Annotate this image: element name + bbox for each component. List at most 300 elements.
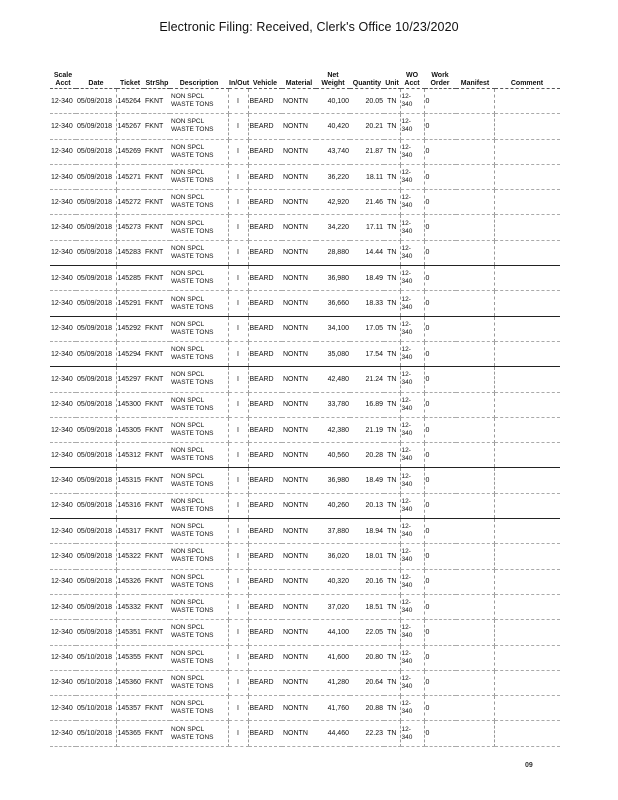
cell-manifest: [456, 215, 494, 240]
desc-line-1: NON SPCL: [171, 219, 205, 227]
cell-qty: 17.05: [350, 316, 384, 341]
column-header: Net Weight: [316, 70, 350, 89]
cell-material: NONTN: [282, 114, 316, 139]
cell-unit: TN: [384, 164, 400, 189]
cell-desc: [170, 594, 228, 619]
cell-material: NONTN: [282, 341, 316, 366]
cell-net: 42,920: [316, 190, 350, 215]
desc-line-2: WASTE TONS: [171, 733, 214, 741]
desc-line-2: WASTE TONS: [171, 505, 214, 513]
cell-strshp: FKNT: [144, 114, 170, 139]
cell-strshp: FKNT: [144, 645, 170, 670]
cell-ticket: 145316: [116, 493, 144, 518]
cell-material: NONTN: [282, 215, 316, 240]
cell-date: 05/09/2018: [76, 139, 116, 164]
desc-line-2: WASTE TONS: [171, 252, 214, 260]
table-row: [50, 215, 560, 240]
cell-work-order: 0: [424, 266, 456, 291]
cell-inout: I: [228, 696, 248, 721]
cell-date: 05/09/2018: [76, 594, 116, 619]
cell-desc: [170, 139, 228, 164]
cell-ticket: 145272: [116, 190, 144, 215]
cell-work-order: 0: [424, 594, 456, 619]
cell-ticket: 145291: [116, 291, 144, 316]
cell-net: 37,020: [316, 594, 350, 619]
cell-wo: [400, 240, 424, 265]
cell-unit: TN: [384, 443, 400, 468]
cell-strshp: FKNT: [144, 443, 170, 468]
cell-unit: TN: [384, 341, 400, 366]
cell-qty: 20.28: [350, 443, 384, 468]
cell-ticket: 145332: [116, 594, 144, 619]
cell-net: 36,220: [316, 164, 350, 189]
page-number: 09: [525, 762, 533, 769]
cell-material: NONTN: [282, 266, 316, 291]
cell-date: 05/09/2018: [76, 341, 116, 366]
desc-line-2: WASTE TONS: [171, 404, 214, 412]
cell-work-order: 0: [424, 645, 456, 670]
cell-acct: 12-340: [50, 468, 76, 493]
cell-ticket: 145322: [116, 544, 144, 569]
cell-net: 36,980: [316, 468, 350, 493]
cell-comment: [494, 316, 560, 341]
cell-unit: TN: [384, 645, 400, 670]
cell-unit: TN: [384, 240, 400, 265]
cell-work-order: 0: [424, 620, 456, 645]
cell-inout: I: [228, 670, 248, 695]
cell-manifest: [456, 240, 494, 265]
cell-net: 33,780: [316, 392, 350, 417]
cell-desc: [170, 89, 228, 114]
cell-strshp: FKNT: [144, 670, 170, 695]
cell-work-order: 0: [424, 291, 456, 316]
cell-strshp: FKNT: [144, 696, 170, 721]
desc-line-1: NON SPCL: [171, 472, 205, 480]
wo-line-2: 340: [401, 303, 413, 311]
cell-date: 05/10/2018: [76, 721, 116, 746]
cell-manifest: [456, 139, 494, 164]
cell-qty: 18.01: [350, 544, 384, 569]
cell-inout: I: [228, 519, 248, 544]
cell-ticket: 145355: [116, 645, 144, 670]
wo-line-2: 340: [401, 556, 413, 564]
cell-unit: TN: [384, 544, 400, 569]
cell-inout: I: [228, 114, 248, 139]
desc-line-2: WASTE TONS: [171, 556, 214, 564]
cell-wo: [400, 341, 424, 366]
cell-ticket: 145351: [116, 620, 144, 645]
cell-desc: [170, 645, 228, 670]
desc-line-2: WASTE TONS: [171, 202, 214, 210]
cell-manifest: [456, 417, 494, 442]
cell-wo: [400, 670, 424, 695]
cell-inout: I: [228, 620, 248, 645]
cell-unit: TN: [384, 696, 400, 721]
cell-net: 43,740: [316, 139, 350, 164]
cell-acct: 12-340: [50, 544, 76, 569]
cell-net: 42,380: [316, 417, 350, 442]
cell-qty: 22.23: [350, 721, 384, 746]
table-row: [50, 291, 560, 316]
wo-line-1: 12-: [401, 599, 411, 607]
cell-vehicle: BEARD: [248, 670, 282, 695]
cell-material: NONTN: [282, 721, 316, 746]
cell-desc: [170, 240, 228, 265]
cell-wo: [400, 721, 424, 746]
desc-line-2: WASTE TONS: [171, 708, 214, 716]
cell-qty: 20.21: [350, 114, 384, 139]
cell-wo: [400, 367, 424, 392]
cell-net: 36,660: [316, 291, 350, 316]
cell-strshp: FKNT: [144, 291, 170, 316]
cell-ticket: 145300: [116, 392, 144, 417]
cell-ticket: 145360: [116, 670, 144, 695]
cell-ticket: 145315: [116, 468, 144, 493]
cell-wo: [400, 215, 424, 240]
cell-qty: 20.80: [350, 645, 384, 670]
column-header: Manifest: [456, 70, 494, 89]
cell-work-order: 0: [424, 367, 456, 392]
cell-vehicle: BEARD: [248, 696, 282, 721]
cell-date: 05/09/2018: [76, 544, 116, 569]
wo-line-2: 340: [401, 733, 413, 741]
wo-line-1: 12-: [401, 219, 411, 227]
cell-material: NONTN: [282, 392, 316, 417]
cell-material: NONTN: [282, 544, 316, 569]
cell-date: 05/09/2018: [76, 468, 116, 493]
cell-qty: 20.88: [350, 696, 384, 721]
desc-line-1: NON SPCL: [171, 194, 205, 202]
cell-wo: [400, 443, 424, 468]
cell-unit: TN: [384, 417, 400, 442]
cell-material: NONTN: [282, 645, 316, 670]
cell-wo: [400, 291, 424, 316]
cell-ticket: 145264: [116, 89, 144, 114]
desc-line-1: NON SPCL: [171, 674, 205, 682]
cell-vehicle: BEARD: [248, 569, 282, 594]
cell-manifest: [456, 316, 494, 341]
desc-line-1: NON SPCL: [171, 573, 205, 581]
cell-strshp: FKNT: [144, 721, 170, 746]
desc-line-1: NON SPCL: [171, 447, 205, 455]
desc-line-1: NON SPCL: [171, 700, 205, 708]
desc-line-2: WASTE TONS: [171, 126, 214, 134]
cell-manifest: [456, 493, 494, 518]
cell-strshp: FKNT: [144, 215, 170, 240]
cell-wo: [400, 392, 424, 417]
cell-qty: 20.16: [350, 569, 384, 594]
cell-unit: TN: [384, 367, 400, 392]
cell-inout: I: [228, 721, 248, 746]
cell-manifest: [456, 164, 494, 189]
cell-manifest: [456, 114, 494, 139]
cell-strshp: FKNT: [144, 417, 170, 442]
cell-qty: 18.49: [350, 468, 384, 493]
scale-ticket-table: [50, 70, 560, 747]
cell-vehicle: BEARD: [248, 417, 282, 442]
cell-vehicle: BEARD: [248, 240, 282, 265]
cell-net: 28,880: [316, 240, 350, 265]
cell-ticket: 145269: [116, 139, 144, 164]
cell-inout: I: [228, 645, 248, 670]
cell-vehicle: BEARD: [248, 645, 282, 670]
cell-desc: [170, 443, 228, 468]
wo-line-1: 12-: [401, 295, 411, 303]
wo-line-2: 340: [401, 632, 413, 640]
cell-manifest: [456, 670, 494, 695]
desc-line-1: NON SPCL: [171, 422, 205, 429]
wo-line-2: 340: [401, 126, 413, 134]
desc-line-2: WASTE TONS: [171, 379, 214, 387]
cell-comment: [494, 468, 560, 493]
wo-line-2: 340: [401, 581, 413, 589]
cell-vehicle: BEARD: [248, 443, 282, 468]
desc-line-1: NON SPCL: [171, 548, 205, 556]
cell-vehicle: BEARD: [248, 190, 282, 215]
cell-desc: [170, 164, 228, 189]
cell-comment: [494, 240, 560, 265]
cell-vehicle: BEARD: [248, 316, 282, 341]
cell-comment: [494, 544, 560, 569]
cell-ticket: 145285: [116, 266, 144, 291]
cell-work-order: 0: [424, 417, 456, 442]
cell-material: NONTN: [282, 569, 316, 594]
cell-net: 36,020: [316, 544, 350, 569]
cell-desc: [170, 519, 228, 544]
column-header: Description: [170, 70, 228, 89]
wo-line-1: 12-: [401, 93, 411, 101]
cell-work-order: 0: [424, 721, 456, 746]
cell-net: 42,480: [316, 367, 350, 392]
desc-line-1: NON SPCL: [171, 599, 205, 607]
table-row: [50, 417, 560, 442]
cell-date: 05/09/2018: [76, 164, 116, 189]
cell-vehicle: BEARD: [248, 519, 282, 544]
cell-work-order: 0: [424, 240, 456, 265]
cell-vehicle: BEARD: [248, 164, 282, 189]
cell-unit: TN: [384, 392, 400, 417]
cell-ticket: 145317: [116, 519, 144, 544]
cell-material: NONTN: [282, 443, 316, 468]
cell-qty: 18.94: [350, 519, 384, 544]
desc-line-2: WASTE TONS: [171, 354, 214, 362]
desc-line-2: WASTE TONS: [171, 581, 214, 589]
desc-line-1: NON SPCL: [171, 523, 205, 531]
cell-desc: [170, 367, 228, 392]
cell-date: 05/09/2018: [76, 392, 116, 417]
desc-line-2: WASTE TONS: [171, 430, 214, 437]
cell-manifest: [456, 468, 494, 493]
cell-qty: 21.24: [350, 367, 384, 392]
cell-acct: 12-340: [50, 392, 76, 417]
cell-vehicle: BEARD: [248, 114, 282, 139]
wo-line-1: 12-: [401, 497, 411, 505]
cell-comment: [494, 721, 560, 746]
cell-ticket: 145292: [116, 316, 144, 341]
cell-acct: 12-340: [50, 291, 76, 316]
wo-line-2: 340: [401, 657, 413, 665]
wo-line-2: 340: [401, 328, 413, 336]
cell-acct: 12-340: [50, 316, 76, 341]
table-row: [50, 139, 560, 164]
cell-inout: I: [228, 367, 248, 392]
desc-line-1: NON SPCL: [171, 346, 205, 354]
desc-line-1: NON SPCL: [171, 725, 205, 733]
cell-comment: [494, 341, 560, 366]
cell-work-order: 0: [424, 468, 456, 493]
wo-line-1: 12-: [401, 725, 411, 733]
column-header: Unit: [384, 70, 400, 89]
cell-manifest: [456, 89, 494, 114]
cell-desc: [170, 493, 228, 518]
cell-inout: I: [228, 139, 248, 164]
cell-date: 05/09/2018: [76, 291, 116, 316]
desc-line-2: WASTE TONS: [171, 632, 214, 640]
cell-net: 41,600: [316, 645, 350, 670]
wo-line-2: 340: [401, 177, 413, 185]
cell-work-order: 0: [424, 696, 456, 721]
cell-wo: [400, 519, 424, 544]
table-row: [50, 367, 560, 392]
table-row: [50, 114, 560, 139]
desc-line-1: NON SPCL: [171, 497, 205, 505]
cell-net: 44,100: [316, 620, 350, 645]
cell-inout: I: [228, 164, 248, 189]
cell-material: NONTN: [282, 240, 316, 265]
cell-acct: 12-340: [50, 493, 76, 518]
cell-manifest: [456, 341, 494, 366]
cell-qty: 17.54: [350, 341, 384, 366]
cell-unit: TN: [384, 493, 400, 518]
cell-desc: [170, 620, 228, 645]
table-row: [50, 519, 560, 544]
cell-work-order: 0: [424, 89, 456, 114]
cell-date: 05/09/2018: [76, 190, 116, 215]
cell-desc: [170, 291, 228, 316]
column-header: Date: [76, 70, 116, 89]
cell-desc: [170, 417, 228, 442]
cell-wo: [400, 190, 424, 215]
cell-material: NONTN: [282, 594, 316, 619]
cell-desc: [170, 215, 228, 240]
wo-line-2: 340: [401, 379, 413, 387]
cell-material: NONTN: [282, 367, 316, 392]
cell-date: 05/09/2018: [76, 367, 116, 392]
cell-wo: [400, 645, 424, 670]
cell-desc: [170, 721, 228, 746]
cell-material: NONTN: [282, 316, 316, 341]
cell-ticket: 145271: [116, 164, 144, 189]
desc-line-1: NON SPCL: [171, 93, 205, 101]
cell-comment: [494, 443, 560, 468]
cell-strshp: FKNT: [144, 190, 170, 215]
desc-line-2: WASTE TONS: [171, 101, 214, 109]
cell-net: 40,100: [316, 89, 350, 114]
cell-comment: [494, 164, 560, 189]
cell-manifest: [456, 569, 494, 594]
cell-acct: 12-340: [50, 190, 76, 215]
cell-material: NONTN: [282, 468, 316, 493]
cell-date: 05/09/2018: [76, 493, 116, 518]
wo-line-1: 12-: [401, 320, 411, 328]
wo-line-1: 12-: [401, 649, 411, 657]
wo-line-2: 340: [401, 202, 413, 210]
cell-acct: 12-340: [50, 417, 76, 442]
desc-line-1: NON SPCL: [171, 396, 205, 404]
wo-line-2: 340: [401, 278, 413, 286]
cell-acct: 12-340: [50, 240, 76, 265]
column-header: Vehicle: [248, 70, 282, 89]
wo-line-1: 12-: [401, 371, 411, 379]
cell-inout: I: [228, 266, 248, 291]
cell-vehicle: BEARD: [248, 493, 282, 518]
cell-net: 44,460: [316, 721, 350, 746]
cell-desc: [170, 670, 228, 695]
cell-inout: I: [228, 594, 248, 619]
wo-line-2: 340: [401, 252, 413, 260]
cell-wo: [400, 468, 424, 493]
wo-line-1: 12-: [401, 472, 411, 480]
column-header: Comment: [494, 70, 560, 89]
cell-strshp: FKNT: [144, 89, 170, 114]
cell-ticket: 145267: [116, 114, 144, 139]
cell-comment: [494, 569, 560, 594]
table-row: [50, 670, 560, 695]
filing-stamp-header: Electronic Filing: Received, Clerk's Office 10/23/2020: [159, 20, 459, 34]
cell-inout: I: [228, 392, 248, 417]
cell-date: 05/09/2018: [76, 443, 116, 468]
cell-date: 05/10/2018: [76, 696, 116, 721]
cell-comment: [494, 291, 560, 316]
cell-unit: TN: [384, 721, 400, 746]
cell-unit: TN: [384, 519, 400, 544]
desc-line-1: NON SPCL: [171, 118, 205, 126]
cell-unit: TN: [384, 594, 400, 619]
column-header: StrShp: [144, 70, 170, 89]
cell-wo: [400, 164, 424, 189]
cell-acct: 12-340: [50, 721, 76, 746]
table-row: [50, 569, 560, 594]
cell-vehicle: BEARD: [248, 468, 282, 493]
cell-ticket: 145365: [116, 721, 144, 746]
cell-strshp: FKNT: [144, 594, 170, 619]
cell-strshp: FKNT: [144, 164, 170, 189]
cell-manifest: [456, 291, 494, 316]
cell-manifest: [456, 645, 494, 670]
cell-date: 05/10/2018: [76, 670, 116, 695]
cell-inout: I: [228, 240, 248, 265]
cell-comment: [494, 620, 560, 645]
cell-acct: 12-340: [50, 696, 76, 721]
cell-desc: [170, 190, 228, 215]
wo-line-1: 12-: [401, 169, 411, 177]
wo-line-1: 12-: [401, 548, 411, 556]
cell-comment: [494, 139, 560, 164]
cell-strshp: FKNT: [144, 493, 170, 518]
cell-qty: 18.49: [350, 266, 384, 291]
column-header: Quantity: [350, 70, 384, 89]
wo-line-2: 340: [401, 531, 413, 539]
desc-line-1: NON SPCL: [171, 649, 205, 657]
cell-material: NONTN: [282, 89, 316, 114]
cell-vehicle: BEARD: [248, 291, 282, 316]
cell-strshp: FKNT: [144, 266, 170, 291]
cell-desc: [170, 696, 228, 721]
cell-qty: 14.44: [350, 240, 384, 265]
cell-date: 05/09/2018: [76, 519, 116, 544]
cell-acct: 12-340: [50, 114, 76, 139]
cell-vehicle: BEARD: [248, 544, 282, 569]
